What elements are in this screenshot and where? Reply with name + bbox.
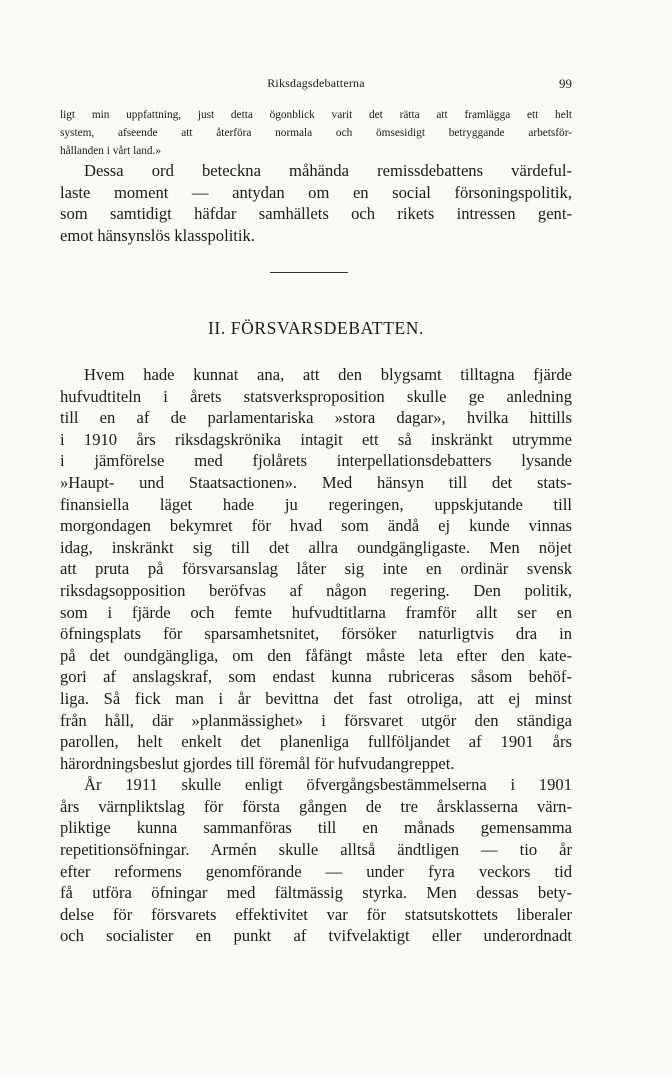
quote-line: system, afseende att återföra normala och ömsesidigt betryggande arbetsför- [60,127,572,139]
paragraph-line: hufvudtiteln i årets statsverksproposition skulle ge anledning [60,386,572,406]
paragraph-line: i jämförelse med fjolårets interpellationsdebatters lysande [60,451,572,471]
paragraph-line: idag, inskränkt sig till det allra oundgängligaste. Men nöjet [60,537,572,557]
paragraph-line: som i fjärde och femte hufvudtitlarna framför allt ser en [60,602,572,622]
paragraph-line: härordningsbeslut gjordes till föremål för hufvudangreppet. [60,753,455,773]
paragraph-line: från håll, där »planmässighet» i försvaret utgör den ständiga [60,710,572,730]
running-title: Riksdagsdebatterna [267,76,365,90]
paragraph-line: »Haupt- und Staatsactionen». Med hänsyn till det stats- [60,472,572,492]
paragraph-line: delse för försvarets effektivitet var för statsutskottets liberaler [60,904,572,924]
paragraph-line: liga. Så fick man i år bevittna det fast otroliga, att ej minst [60,688,572,708]
paragraph-line: Dessa ord beteckna måhända remissdebattens värdeful- [84,161,572,180]
paragraph-line: att pruta på försvarsanslag låter sig inte en ordinär svensk [60,559,572,579]
main-paragraph [60,364,572,947]
quote-block [60,106,572,160]
section-heading: II. FÖRSVARSDEBATTEN. [208,318,424,338]
paragraph-line: års värnpliktslag för första gången de tre årsklasserna värn- [60,796,572,816]
paragraph-line: som samtidigt häfdar samhällets och rikets intressen gent- [60,204,572,224]
paragraph-line: parollen, helt enkelt det planenliga fullföljandet af 1901 års [60,732,572,752]
paragraph-line: till en af de parlamentariska »stora dagar», hvilka hittills [60,408,572,428]
paragraph-line: öfningsplats för sparsamhetsnitet, försöker naturligtvis dra in [60,624,572,644]
section-divider [270,272,348,273]
quote-line: hållanden i vårt land.» [60,145,162,157]
intro-paragraph [60,160,572,246]
quote-line: ligt min uppfattning, just detta ögonblick varit det rätta att framlägga ett helt [60,109,572,121]
paragraph-line: och socialister en punkt af tvifvelaktigt eller underordnadt [60,926,572,946]
paragraph-line: Hvem hade kunnat ana, att den blygsamt tilltagna fjärde [84,365,572,384]
paragraph-line: i 1910 års riksdagskrönika intagit ett så inskränkt utrymme [60,429,572,449]
paragraph-line: få utföra öfningar med fältmässig styrka. Men dessas bety- [60,883,572,903]
paragraph-line: efter reformens genomförande — under fyra veckors tid [60,861,572,881]
page-number: 99 [559,76,572,91]
paragraph-line: År 1911 skulle enligt öfvergångsbestämmelserna i 1901 [84,775,572,795]
paragraph-line: på det oundgängliga, om den fåfängt måste leta efter den kate- [60,645,572,665]
paragraph-line: pliktige kunna sammanföras till en månads gemensamma [60,818,572,838]
paragraph-line: repetitionsöfningar. Armén skulle alltså ändtligen — tio år [60,840,572,860]
paragraph-line: riksdagsopposition beröfvas af någon regering. Den politik, [60,580,572,600]
paragraph-line: laste moment — antydan om en social försoningspolitik, [60,182,572,202]
paragraph-line: gori af anslagskraf, som endast kunna rubriceras såsom behöf- [60,667,572,687]
paragraph-line: morgondagen bekymret för hvad som ändå ej kunde vinnas [60,516,572,536]
paragraph-line: finansiella läget hade ju regeringen, uppskjutande till [60,494,572,514]
page-header [60,76,572,96]
paragraph-line: emot hänsynslös klasspolitik. [60,225,255,245]
